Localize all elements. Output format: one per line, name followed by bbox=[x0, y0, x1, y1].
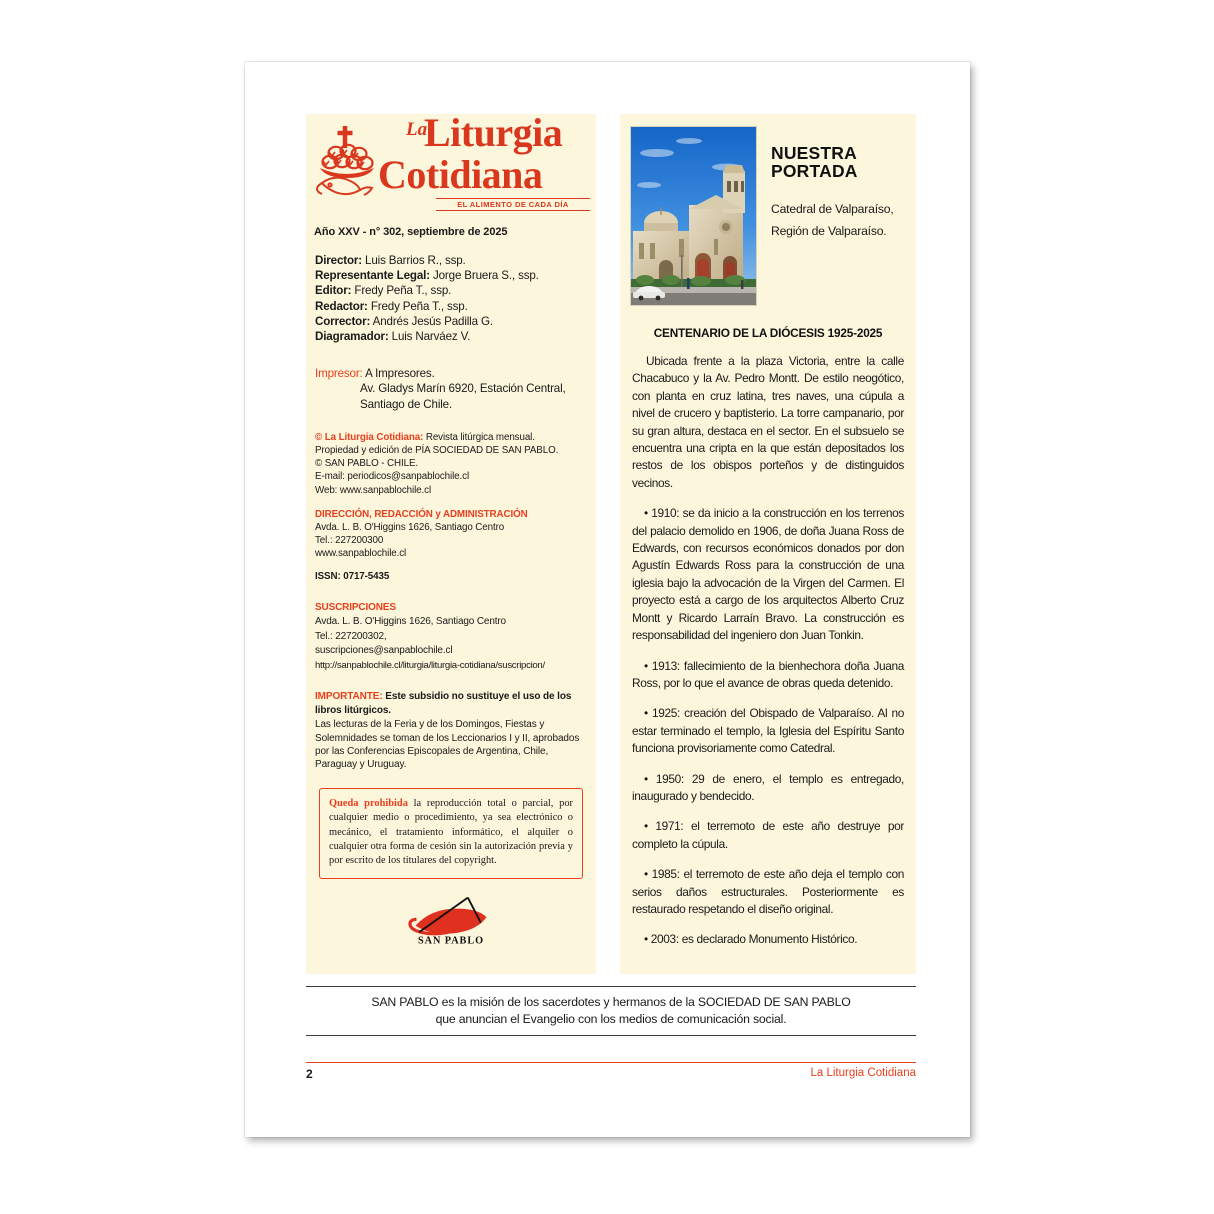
copyright-web: Web: www.sanpablochile.cl bbox=[315, 484, 432, 496]
staff-row bbox=[315, 314, 587, 329]
portada-header bbox=[620, 114, 916, 306]
staff-role: Representante Legal: bbox=[315, 269, 430, 283]
staff-row bbox=[315, 283, 587, 298]
suscripciones-email: suscripciones@sanpablochile.cl bbox=[315, 645, 453, 657]
page-number: 2 bbox=[306, 1067, 313, 1081]
staff-role: Corrector: bbox=[315, 314, 371, 328]
copyright-line-3: © SAN PABLO - CHILE. bbox=[315, 458, 419, 470]
left-column-masthead-panel bbox=[306, 110, 596, 974]
staff-name: Andrés Jesús Padilla G. bbox=[372, 314, 493, 328]
printer-address-1: Av. Gladys Marín 6920, Estación Central, bbox=[360, 382, 566, 396]
prohibido-box bbox=[319, 788, 583, 879]
suscripciones-url[interactable]: http://sanpablochile.cl/liturgia/liturgia-cotidiana/suscripcion/ bbox=[315, 659, 545, 671]
importante-heading: IMPORTANTE: bbox=[315, 691, 383, 703]
staff-row bbox=[315, 253, 587, 268]
publication-name: La Liturgia Cotidiana bbox=[810, 1067, 916, 1079]
staff-name: Jorge Bruera S., ssp. bbox=[432, 269, 539, 283]
copyright-block bbox=[315, 431, 587, 497]
suscripciones-heading: SUSCRIPCIONES bbox=[315, 601, 396, 613]
staff-name: Fredy Peña T., ssp. bbox=[354, 284, 452, 298]
printer-block bbox=[315, 366, 587, 412]
logo-tagline: EL ALIMENTO DE CADA DÍA bbox=[436, 198, 590, 211]
article-paragraph: • 1985: el terremoto de este año deja el templo con serios daños estructurales. Posteriormente es restaurado respetando el diseño original. bbox=[632, 867, 904, 916]
printer-name: A Impresores. bbox=[365, 367, 435, 381]
article-paragraph: • 2003: es declarado Monumento Histórico. bbox=[644, 932, 858, 947]
staff-role: Editor: bbox=[315, 284, 352, 298]
article-paragraph: • 1910: se da inicio a la construcción en los terrenos del palacio demolido en 1906, de doña Juana Ross de Edwards, con recursos económicos donados por don Agustín Edwards Ross para la construcción de una iglesia bajo la advocación de la Virgen del Carmen. El proyecto está a cargo de los arquitectos Alberto Cruz Montt y Ricardo Larraín Bravo. La construcción es responsabilidad del ingeniero don Juan Tonkin. bbox=[632, 506, 904, 643]
portada-caption-line-1: Catedral de Valparaíso, bbox=[771, 202, 894, 216]
article-paragraph: • 1950: 29 de enero, el templo es entregado, inaugurado y bendecido. bbox=[632, 771, 904, 803]
san-pablo-label: SAN PABLO bbox=[417, 935, 485, 947]
copyright-title-row bbox=[315, 431, 587, 444]
printer-label: Impresor: bbox=[315, 367, 363, 381]
issue-line: Año XXV - n° 302, septiembre de 2025 bbox=[314, 226, 508, 238]
logo-la: La bbox=[406, 119, 428, 140]
importante-heading-rest: Este subsidio no sustituye el uso de los libros litúrgicos. bbox=[315, 691, 572, 716]
article-body bbox=[620, 306, 916, 949]
suscripciones-block bbox=[315, 601, 587, 674]
article-paragraph: • 1913: fallecimiento de la bienhechora doña Juana Ross, por lo que el avance de obras queda detenido. bbox=[632, 658, 904, 690]
article-paragraph: • 1971: el terremoto de este año destruye por completo la cúpula. bbox=[632, 819, 904, 851]
staff-row bbox=[315, 299, 587, 314]
right-column-article-panel bbox=[620, 114, 916, 974]
cross-loaves-fishes-icon bbox=[314, 120, 380, 198]
copyright-title-rest: Revista litúrgica mensual. bbox=[423, 431, 535, 443]
staff-row bbox=[315, 268, 587, 283]
masthead bbox=[306, 110, 596, 222]
logo-liturgia: Liturgia bbox=[424, 110, 563, 155]
suscripciones-phone: Tel.: 227200302, bbox=[315, 630, 387, 642]
prohibido-lead: Queda prohibida bbox=[329, 797, 408, 809]
logo-cotidiana: Cotidiana bbox=[378, 152, 543, 197]
mission-line-1: SAN PABLO es la misión de los sacerdotes y hermanos de la SOCIEDAD DE SAN PABLO bbox=[371, 995, 851, 1009]
issn: ISSN: 0717-5435 bbox=[315, 570, 390, 582]
mission-line-2: que anuncian el Evangelio con los medios de comunicación social. bbox=[435, 1012, 787, 1026]
direccion-block bbox=[315, 508, 587, 583]
two-column-layout bbox=[245, 62, 970, 977]
article-paragraph: • 1925: creación del Obispado de Valparaíso. Al no estar terminado el templo, la Iglesia del Espíritu Santo funciona provisoriamente como Catedral. bbox=[632, 706, 904, 756]
suscripciones-address: Avda. L. B. O'Higgins 1626, Santiago Centro bbox=[315, 616, 506, 628]
direccion-phone: Tel.: 227200300 bbox=[315, 535, 384, 547]
printer-address-2: Santiago de Chile. bbox=[360, 397, 453, 411]
copyright-email: E-mail: periodicos@sanpablochile.cl bbox=[315, 471, 470, 483]
portada-caption-line-2: Región de Valparaíso. bbox=[771, 224, 887, 238]
article-paragraph: Ubicada frente a la plaza Victoria, entre la calle Chacabuco y la Av. Pedro Montt. De estilo neogótico, con planta en cruz latina, tres naves, una cúpula a nivel de crucero y baptisterio. La torre campanario, por su gran altura, destaca en el sector. En el subsuelo se encuentra una cripta en la que están depositados los restos de los obispos porteños y de distinguidos vecinos. bbox=[632, 354, 904, 490]
cathedral-photo bbox=[630, 126, 757, 306]
portada-heading-line-1: NUESTRA bbox=[771, 143, 857, 163]
copyright-line-2: Propiedad y edición de PÍA SOCIEDAD DE SAN PABLO. bbox=[315, 445, 559, 457]
staff-name: Fredy Peña T., ssp. bbox=[370, 299, 468, 313]
direccion-heading: DIRECCIÓN, REDACCIÓN y ADMINISTRACIÓN bbox=[315, 508, 528, 520]
staff-name: Luis Barrios R., ssp. bbox=[365, 254, 466, 267]
page-footer bbox=[306, 1062, 916, 1081]
prohibido-body: la reproducción total o parcial, por cualquier medio o procedimiento, ya sea electrónico o mecánico, el tratamiento informático, el alquiler o cualquier otra forma de cesión sin la autorización previa y por escrito de los titulares del copyright. bbox=[329, 797, 573, 867]
portada-heading-group bbox=[757, 126, 906, 306]
san-pablo-logo bbox=[315, 893, 587, 951]
portada-heading-line-2: PORTADA bbox=[771, 161, 858, 181]
staff-row bbox=[315, 329, 587, 344]
san-pablo-sail-icon bbox=[395, 893, 507, 947]
importante-block bbox=[315, 690, 587, 771]
staff-role: Director: bbox=[315, 254, 362, 267]
direccion-web: www.sanpablochile.cl bbox=[315, 548, 407, 560]
staff-role: Redactor: bbox=[315, 299, 368, 313]
direccion-address: Avda. L. B. O'Higgins 1626, Santiago Centro bbox=[315, 522, 505, 534]
magazine-page bbox=[245, 62, 970, 1137]
copyright-title: © La Liturgia Cotidiana: bbox=[315, 431, 424, 443]
importante-body: Las lecturas de la Feria y de los Domingos, Fiestas y Solemnidades se toman de los Leccionarios I y II, aprobados por las Conferencias Episcopales de Argentina, Chile, Paraguay y Uruguay. bbox=[315, 719, 580, 771]
staff-list bbox=[315, 253, 587, 344]
staff-name: Luis Narváez V. bbox=[391, 330, 471, 344]
importante-headline bbox=[315, 690, 587, 717]
mission-statement bbox=[306, 986, 916, 1036]
staff-role: Diagramador: bbox=[315, 330, 389, 344]
article-title: CENTENARIO DE LA DIÓCESIS 1925-2025 bbox=[653, 326, 883, 340]
